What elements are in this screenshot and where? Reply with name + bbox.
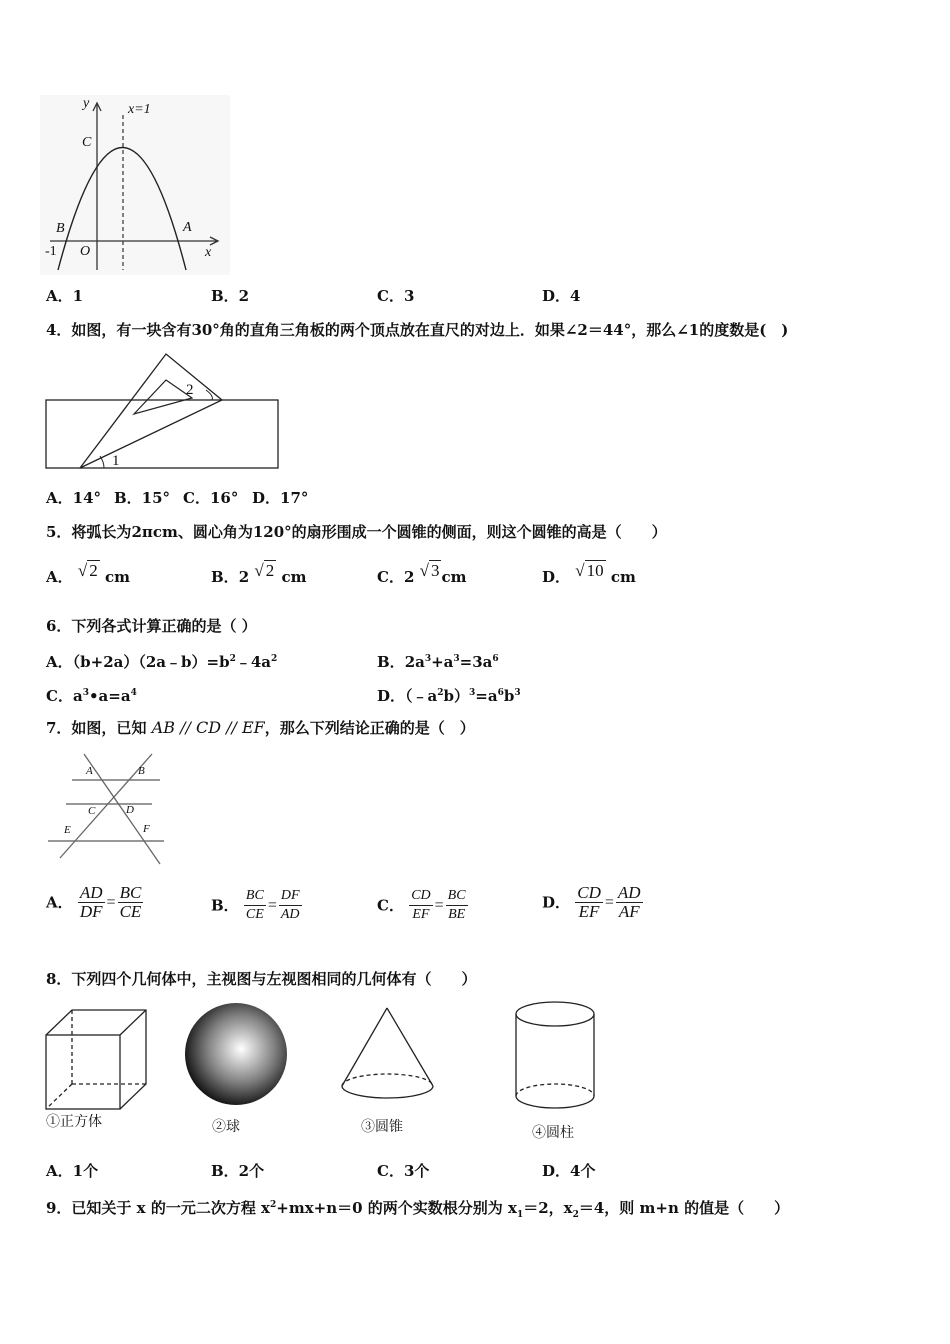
q5-d-unit: cm (610, 568, 636, 586)
caption-cylinder: ④圆柱 (532, 1124, 574, 1140)
q7-b-frac1: $\frac{BC}{CE}$ (245, 888, 264, 922)
q7-d-label: D． (542, 893, 571, 912)
q7-d-frac1: $\frac{CD}{EF}$ (577, 883, 601, 921)
q6-a-text: （b+2a）（2a﹣b）=b (72, 653, 230, 671)
fig7-label-f: F (143, 823, 150, 835)
q3-option-c[interactable]: C．3 (377, 287, 415, 305)
q4-option-c[interactable]: C．16° (183, 489, 239, 507)
q9-sub1: 1 (516, 1210, 524, 1220)
q7-option-d[interactable] (542, 884, 643, 921)
q5-option-c[interactable] (377, 561, 467, 586)
q6-a-sup2: 2 (271, 654, 278, 664)
parallel-lines-figure (44, 752, 169, 870)
q6-c-sup: 3 (82, 688, 89, 698)
graph-label-a: A (183, 220, 192, 235)
q5-stem: 5．将弧长为2πcm、圆心角为120°的扇形围成一个圆锥的侧面，则这个圆锥的高是（ ） (46, 523, 667, 541)
q5-option-a[interactable] (46, 561, 130, 586)
q6-a-label: A． (46, 653, 73, 671)
q7-c-eq: = (434, 896, 444, 914)
q9-mid: +mx+n＝0 的两个实数根分别为 x (276, 1199, 517, 1217)
q7-stem-pre: 7．如图，已知 (46, 719, 147, 737)
q8-option-b[interactable]: B．2个 (211, 1162, 265, 1180)
graph-label-c: C (82, 135, 92, 150)
graph-label-y: y (83, 96, 90, 111)
q4-stem: 4．如图，有一块含有30°角的直角三角板的两个顶点放在直尺的对边上．如果∠2＝44°，那么∠1的度数是( ) (46, 321, 789, 339)
q7-a-label: A． (46, 893, 73, 912)
q5-c-label: C． (377, 568, 404, 586)
q4-option-a[interactable]: A．14° (46, 489, 102, 507)
q7-c-label: C． (377, 896, 404, 915)
q5-a-sqrt: √ 2 (77, 561, 98, 580)
angle-1-label: 1 (112, 453, 120, 469)
q7-a-frac2: $\frac{BC}{CE}$ (119, 883, 142, 921)
q6-d-mid: b） (443, 687, 470, 705)
q5-b-unit: cm (281, 568, 307, 586)
fig7-label-c: C (88, 805, 96, 817)
q5-a-unit: cm (104, 568, 130, 586)
q5-b-sqrt: √ 2 (254, 561, 275, 580)
q5-b-label: B． (211, 568, 239, 586)
q5-b-coef: 2 (238, 568, 250, 586)
graph-label-neg1: -1 (45, 244, 57, 259)
q6-c-sup2: 4 (130, 688, 137, 698)
fig7-label-b: B (138, 765, 145, 777)
q5-a-label: A． (46, 568, 73, 586)
q7-c-frac1: $\frac{CD}{EF}$ (411, 888, 431, 922)
q9-pre: 9．已知关于 x 的一元二次方程 x (46, 1199, 270, 1217)
q7-d-eq: = (604, 893, 614, 911)
q4-option-b[interactable]: B．15° (114, 489, 171, 507)
q6-c-text: a (72, 687, 83, 705)
q7-b-frac2: $\frac{DF}{AD}$ (280, 888, 300, 922)
q8-option-a[interactable]: A．1个 (46, 1162, 99, 1180)
q8-stem: 8．下列四个几何体中，主视图与左视图相同的几何体有（ ） (46, 970, 477, 988)
q7-c-frac2: $\frac{BC}{BE}$ (447, 888, 466, 922)
q7-option-b[interactable] (211, 887, 302, 924)
graph-label-b: B (56, 221, 65, 236)
q6-d-eq: =a (475, 687, 498, 705)
q6-b-sup3: 6 (492, 654, 499, 664)
q5-c-sqrt: √ 3 (419, 561, 440, 580)
q6-c-label: C． (46, 687, 73, 705)
q6-option-c[interactable] (46, 684, 137, 705)
angle-2-label: 2 (186, 382, 194, 398)
q6-option-d[interactable] (377, 684, 521, 705)
q4-option-d[interactable]: D．17° (252, 489, 309, 507)
q8-option-c[interactable]: C．3个 (377, 1162, 430, 1180)
fig7-label-d: D (126, 804, 134, 816)
q3-option-b[interactable]: B．2 (211, 287, 250, 305)
q6-option-a[interactable] (46, 650, 277, 671)
q6-b-text: 2a (404, 653, 425, 671)
q6-d-sup4: 3 (514, 688, 521, 698)
q6-d-label: D． (377, 687, 406, 705)
q6-a-sup: 2 (229, 654, 236, 664)
q6-option-b[interactable] (377, 650, 499, 671)
q7-d-frac2: $\frac{AD}{AF}$ (617, 883, 641, 921)
fig7-label-a: A (86, 765, 93, 777)
fig7-label-e: E (64, 824, 71, 836)
parabola-graph (40, 95, 230, 275)
caption-cube: ①正方体 (46, 1113, 102, 1129)
q5-option-b[interactable] (211, 561, 307, 586)
q6-b-mid: +a (431, 653, 454, 671)
q6-a-tail: ﹣4a (235, 653, 271, 671)
q6-b-sup2: 3 (453, 654, 460, 664)
q7-stem-math: AB // CD // EF (151, 718, 265, 737)
q7-option-c[interactable] (377, 887, 468, 924)
q6-c-mid: •a=a (88, 687, 131, 705)
q5-option-d[interactable] (542, 561, 636, 586)
ruler-triangle-figure (44, 352, 284, 474)
q6-b-sup: 3 (424, 654, 432, 664)
q7-b-eq: = (267, 896, 277, 914)
q3-option-d[interactable]: D．4 (542, 287, 581, 305)
q3-option-a[interactable]: A．1 (46, 287, 84, 305)
q9-post: ＝4，则 m+n 的值是（ ） (578, 1199, 790, 1217)
q5-d-label: D． (542, 568, 571, 586)
q7-b-label: B． (211, 896, 239, 915)
q7-option-a[interactable] (46, 884, 143, 921)
graph-label-origin: O (80, 244, 91, 259)
q6-d-sup: 2 (437, 688, 444, 698)
graph-label-x: x (205, 245, 212, 260)
q9-mid2: ＝2，x (523, 1199, 573, 1217)
q6-d-sup2: 3 (469, 688, 476, 698)
caption-cone: ③圆锥 (361, 1118, 403, 1134)
graph-label-axis: x=1 (128, 102, 151, 117)
q5-c-coef: 2 (403, 568, 415, 586)
sphere-shape (185, 1003, 287, 1105)
q6-d-text: （﹣a (405, 687, 438, 705)
q6-d-tail: b (503, 687, 515, 705)
q6-d-sup3: 6 (497, 688, 504, 698)
q9-stem (46, 1196, 789, 1224)
q7-stem-post: ，那么下列结论正确的是（ ） (264, 719, 475, 737)
q7-stem (46, 719, 475, 737)
q7-a-eq: = (106, 893, 116, 911)
q9-sup: 2 (270, 1200, 277, 1210)
q7-a-frac1: $\frac{AD}{DF}$ (79, 883, 103, 921)
caption-sphere: ②球 (212, 1118, 240, 1134)
q6-stem: 6．下列各式计算正确的是（ ） (46, 617, 257, 635)
q8-option-d[interactable]: D．4个 (542, 1162, 596, 1180)
q5-c-unit: cm (441, 568, 467, 586)
q6-b-label: B． (377, 653, 405, 671)
solids-figure (40, 1000, 610, 1148)
q5-d-sqrt: √ 10 (575, 561, 604, 580)
q6-b-tail: =3a (459, 653, 493, 671)
q9-sub2: 2 (572, 1210, 579, 1220)
